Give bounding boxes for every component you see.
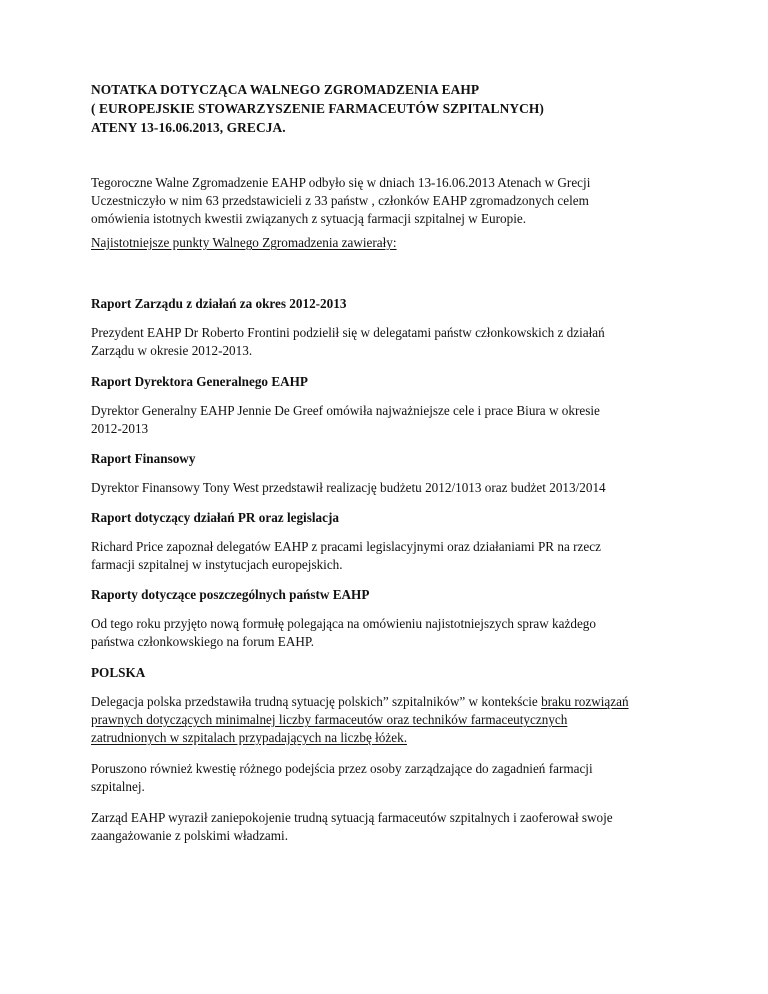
poland-paragraph-2 bbox=[91, 760, 691, 796]
poland-line-1-underlined: braku rozwiązań bbox=[541, 694, 629, 709]
intro-paragraph bbox=[91, 174, 691, 228]
board-report-text bbox=[91, 324, 691, 360]
key-points-label: Najistotniejsze punkty Walnego Zgromadzenia zawierały: bbox=[91, 235, 397, 250]
poland-line-3: zatrudnionych w szpitalach przypadających na liczbę łóżek. bbox=[91, 730, 407, 745]
pr-report-heading: Raport dotyczący działań PR oraz legislacja bbox=[91, 510, 339, 525]
poland-p3-line-1: Zarząd EAHP wyraził zaniepokojenie trudną sytuacją farmaceutów szpitalnych i zaoferował swoje bbox=[91, 810, 613, 825]
poland-line-1 bbox=[91, 693, 691, 711]
title-line-2: ( EUROPEJSKIE STOWARZYSZENIE FARMACEUTÓW SZPITALNYCH) bbox=[91, 101, 544, 116]
document-title bbox=[91, 80, 731, 137]
poland-line-1-text: Delegacja polska przedstawiła trudną sytuację polskich” szpitalników” w kontekście bbox=[91, 694, 542, 709]
country-reports-text bbox=[91, 615, 691, 651]
country-reports-line-1: Od tego roku przyjęto nową formułę polegająca na omówieniu najistotniejszych spraw każdego bbox=[91, 616, 596, 631]
financial-report-line-1: Dyrektor Finansowy Tony West przedstawił realizację budżetu 2012/1013 oraz budżet 2013/2014 bbox=[91, 480, 606, 495]
pr-report-line-2: farmacji szpitalnej w instytucjach europejskich. bbox=[91, 557, 343, 572]
financial-report-heading: Raport Finansowy bbox=[91, 451, 196, 466]
country-reports-line-2: państwa członkowskiego na forum EAHP. bbox=[91, 634, 315, 649]
country-reports-heading: Raporty dotyczące poszczególnych państw EAHP bbox=[91, 587, 370, 602]
title-line-3: ATENY 13-16.06.2013, GRECJA. bbox=[91, 120, 286, 135]
director-report-text bbox=[91, 402, 691, 438]
title-line-1: NOTATKA DOTYCZĄCA WALNEGO ZGROMADZENIA EAHP bbox=[91, 82, 480, 97]
intro-line-2: Uczestniczyło w nim 63 przedstawicieli z 33 państw , członków EAHP zgromadzonych celem bbox=[91, 193, 589, 208]
director-report-heading: Raport Dyrektora Generalnego EAHP bbox=[91, 374, 308, 389]
intro-line-1: Tegoroczne Walne Zgromadzenie EAHP odbyło się w dniach 13-16.06.2013 Atenach w Grecji bbox=[91, 175, 591, 190]
poland-p3-line-2: zaangażowanie z polskimi władzami. bbox=[91, 828, 289, 843]
poland-paragraph-3 bbox=[91, 809, 691, 845]
intro-line-3: omówienia istotnych kwestii związanych z sytuacją farmacji szpitalnej w Europie. bbox=[91, 211, 527, 226]
pr-report-line-1: Richard Price zapoznał delegatów EAHP z pracami legislacyjnymi oraz działaniami PR na rzecz bbox=[91, 539, 601, 554]
poland-line-2: prawnych dotyczących minimalnej liczby farmaceutów oraz techników farmaceutycznych bbox=[91, 712, 568, 727]
poland-heading: POLSKA bbox=[91, 665, 146, 680]
poland-p2-line-1: Poruszono również kwestię różnego podejścia przez osoby zarządzające do zagadnień farmacji bbox=[91, 761, 593, 776]
board-report-line-2: Zarządu w okresie 2012-2013. bbox=[91, 343, 253, 358]
board-report-line-1: Prezydent EAHP Dr Roberto Frontini podzielił się w delegatami państw członkowskich z działań bbox=[91, 325, 605, 340]
poland-p2-line-2: szpitalnej. bbox=[91, 779, 145, 794]
pr-report-text bbox=[91, 538, 691, 574]
financial-report-text bbox=[91, 479, 691, 497]
director-report-line-2: 2012-2013 bbox=[91, 421, 149, 436]
board-report-heading: Raport Zarządu z działań za okres 2012-2013 bbox=[91, 296, 347, 311]
poland-paragraph-1 bbox=[91, 693, 691, 747]
director-report-line-1: Dyrektor Generalny EAHP Jennie De Greef omówiła najważniejsze cele i prace Biura w okresie bbox=[91, 403, 600, 418]
